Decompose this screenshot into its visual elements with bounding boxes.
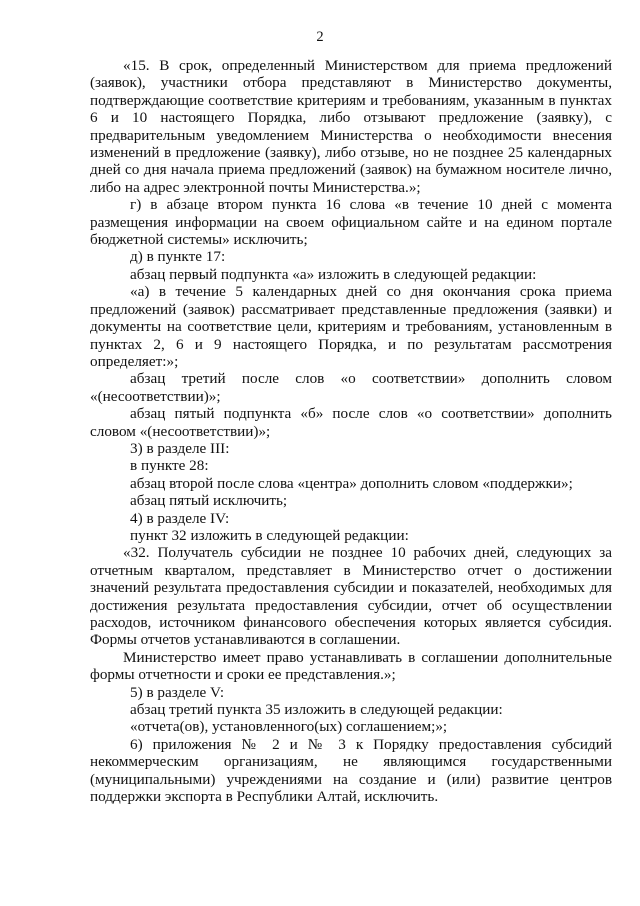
document-body <box>90 57 612 805</box>
paragraph-ministry-right: Министерство имеет право устанавливать в соглашении дополнительные формы отчетности и сроки ее представления.»; <box>90 648 612 684</box>
paragraph-point-35-intro: абзац третий пункта 35 изложить в следующей редакции: <box>130 701 503 719</box>
paragraph-point-35-text: «отчета(ов), установленного(ых) соглашением;»; <box>130 718 448 736</box>
paragraph-point-32-intro: пункт 32 изложить в следующей редакции: <box>130 526 409 544</box>
paragraph-point-28-fifth: абзац пятый исключить; <box>130 492 288 510</box>
paragraph-point-28-second: абзац второй после слова «центра» дополнить словом «поддержки»; <box>130 474 573 492</box>
paragraph-point-28: в пункте 28: <box>130 457 209 475</box>
paragraph-point-32-text: «32. Получатель субсидии не позднее 10 рабочих дней, следующих за отчетным кварталом, представляет в Министерство отчет о достижении значений результата предоставления субсидии и показателей, необходимых для достижения результата предоставления субсидии, отчет об осуществлении расходов, источником финансового обеспечения которых является субсидия. Формы отчетов устанавливаются в соглашении. <box>90 544 612 649</box>
paragraph-item-g: г) в абзаце втором пункта 16 слова «в течение 10 дней с момента размещения информации на своем официальном сайте и на едином портале бюджетной системы» исключить; <box>90 196 612 249</box>
paragraph-subitem-a-text: «а) в течение 5 календарных дней со дня окончания срока приема предложений (заявок) рассматривает представленные предложения (заявки) и документы на соответствие цели, критериям и требованиям, установленным в пунктах 2, 6 и 9 настоящего Порядка, и по результатам рассмотрения определяет:»; <box>90 283 612 370</box>
paragraph-third-abzac: абзац третий после слов «о соответствии» дополнить словом «(несоответствии)»; <box>90 370 612 405</box>
page-number: 2 <box>316 29 324 45</box>
paragraph-section-4: 4) в разделе IV: <box>130 509 230 527</box>
paragraph-item-d: д) в пункте 17: <box>130 248 226 266</box>
paragraph-clause-15: «15. В срок, определенный Министерством для приема предложений (заявок), участники отбора представляют в Министерство документы, подтверждающие соответствие критериям и требованиям, указанным в пунктах 6 и 10 настоящего Порядка, либо отзывают предложение (заявку), с предварительным уведомлением Министерства о необходимости внесения изменений в предложение (заявку), либо отзыве, но не позднее 25 календарных дней со дня начала приема предложений (заявок) на бумажном носителе лично, либо на адрес электронной почты Министерства.»; <box>90 57 612 196</box>
paragraph-section-3: 3) в разделе III: <box>130 439 230 457</box>
paragraph-item-6: 6) приложения № 2 и № 3 к Порядку предоставления субсидий некоммерческим организациям, не являющимся государственными (муниципальными) учреждениями на создание и (или) развитие центров поддержки экспорта в Республики Алтай, исключить. <box>90 735 612 806</box>
paragraph-fifth-abzac: абзац пятый подпункта «б» после слов «о соответствии» дополнить словом «(несоответствии)»; <box>90 405 612 440</box>
paragraph-section-5: 5) в разделе V: <box>130 683 225 701</box>
paragraph-subitem-a-intro: абзац первый подпункта «а» изложить в следующей редакции: <box>130 265 537 283</box>
